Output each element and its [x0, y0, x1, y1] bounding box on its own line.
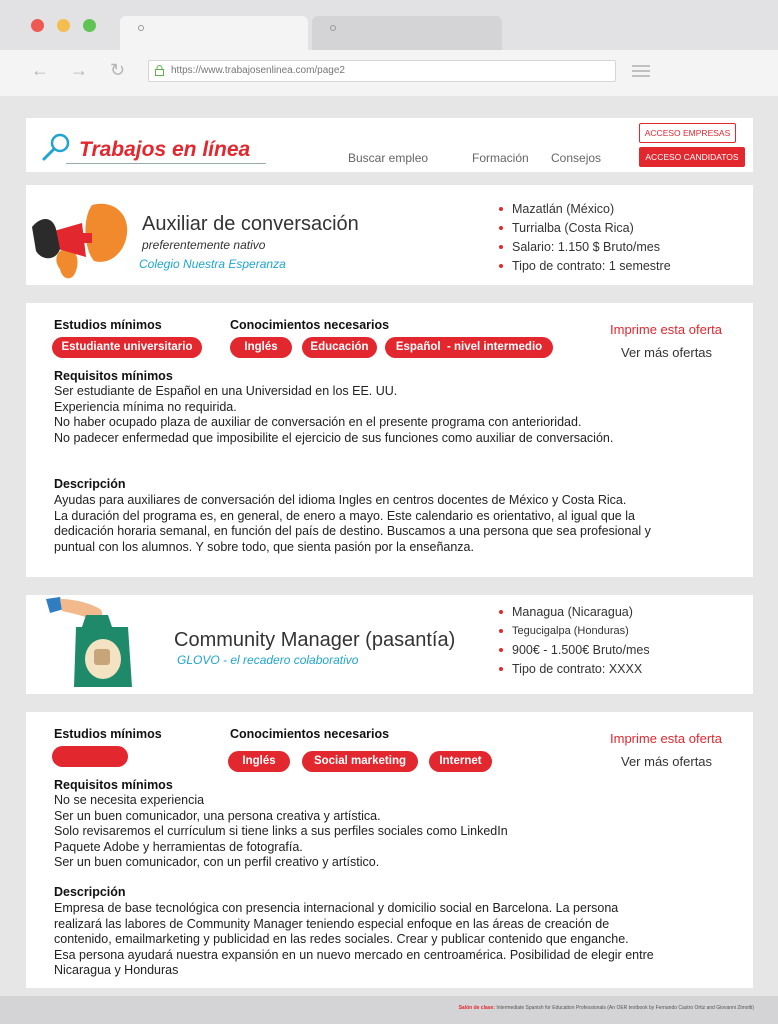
fact-contract: Tipo de contrato: 1 semestre	[498, 257, 671, 276]
job-subtitle: preferentemente nativo	[142, 238, 266, 252]
company-link[interactable]: GLOVO - el recadero colaborativo	[177, 653, 359, 667]
print-offer-link[interactable]: Imprime esta oferta	[610, 322, 722, 337]
favicon-icon	[330, 25, 336, 31]
print-offer-link[interactable]: Imprime esta oferta	[610, 731, 722, 746]
page-footer	[0, 996, 778, 1024]
estudios-tag-empty[interactable]	[52, 746, 128, 767]
footer-brand: Salón de clase:	[458, 1005, 495, 1011]
acceso-empresas-button[interactable]: ACCESO EMPRESAS	[639, 123, 736, 143]
requisito-line: Experiencia mínima no requirida.	[54, 399, 237, 414]
reload-icon[interactable]: ↻	[110, 60, 126, 80]
estudios-label: Estudios mínimos	[54, 318, 162, 332]
requisitos-text	[54, 793, 508, 871]
requisito-line: No se necesita experiencia	[54, 793, 205, 807]
tag-ingles[interactable]: Inglés	[228, 751, 290, 772]
company-link[interactable]: Colegio Nuestra Esperanza	[139, 257, 286, 271]
descripcion-line: puntual con los alumnos. Y sobre todo, que sienta pasión por la enseñanza.	[54, 539, 474, 554]
more-offers-link[interactable]: Ver más ofertas	[621, 754, 713, 769]
favicon-icon	[138, 25, 144, 31]
tab-active[interactable]	[120, 16, 308, 50]
lock-icon	[155, 65, 164, 76]
estudios-label: Estudios mínimos	[54, 727, 162, 741]
descripcion-line: realizará las labores de Community Manager teniendo especial enfoque en las áreas de creación de	[54, 916, 610, 931]
descripcion-line: Esa persona ayudará nuestra expansión en un nuevo mercado en centroamérica. Posibilidad de elegir entre	[54, 947, 654, 962]
estudios-tag[interactable]: Estudiante universitario	[52, 337, 202, 358]
tag-social-marketing[interactable]: Social marketing	[302, 751, 418, 772]
fact-salary: 900€ - 1.500€ Bruto/mes	[498, 641, 650, 660]
job-facts-list	[498, 603, 650, 679]
nav-buscar-empleo[interactable]: Buscar empleo	[348, 151, 429, 165]
requisitos-text	[54, 384, 613, 446]
job-title[interactable]: Community Manager (pasantía)	[174, 629, 456, 651]
magnifier-logo-icon	[40, 131, 74, 165]
conocimientos-label: Conocimientos necesarios	[230, 318, 390, 332]
requisitos-label: Requisitos mínimos	[54, 778, 173, 792]
job-detail-2	[26, 712, 753, 988]
descripcion-text	[54, 493, 651, 555]
fact-location-1: Mazatlán (México)	[498, 200, 671, 219]
site-logo[interactable]: Trabajos en línea	[79, 138, 251, 161]
zoom-window-button[interactable]	[83, 19, 96, 32]
descripcion-text	[54, 901, 654, 979]
descripcion-line: Ayudas para auxiliares de conversación del idioma Ingles en centros docentes de México y Costa Rica.	[54, 493, 627, 507]
megaphone-illustration-icon	[30, 199, 130, 283]
footer-text: Intermediate Spanish for Education Professionals (An OER textbook by Fernando Castro Ortiz and Giovanni Zimotti)	[496, 1005, 754, 1011]
url-text: https://www.trabajosenlinea.com/page2	[171, 65, 345, 76]
more-offers-link[interactable]: Ver más ofertas	[621, 345, 713, 360]
acceso-candidatos-button[interactable]: ACCESO CANDIDATOS	[639, 147, 745, 167]
job-summary-1[interactable]	[26, 185, 753, 285]
fact-location-2: Tegucigalpa (Honduras)	[498, 622, 650, 641]
footer-credit	[459, 1005, 754, 1011]
fact-salary: Salario: 1.150 $ Bruto/mes	[498, 238, 671, 257]
fact-location-1: Managua (Nicaragua)	[498, 603, 650, 622]
minimize-window-button[interactable]	[57, 19, 70, 32]
descripcion-label: Descripción	[54, 885, 126, 899]
site-header	[26, 118, 753, 172]
address-bar[interactable]	[148, 60, 616, 82]
browser-toolbar	[0, 50, 778, 96]
requisito-line: Paquete Adobe y herramientas de fotografía.	[54, 839, 303, 854]
descripcion-line: Nicaragua y Honduras	[54, 963, 179, 977]
job-facts-list	[498, 200, 671, 276]
tag-espanol[interactable]: Español - nivel intermedio	[385, 337, 553, 358]
requisito-line: No haber ocupado plaza de auxiliar de conversación en el presente programa con anterioridad.	[54, 415, 582, 429]
tag-internet[interactable]: Internet	[429, 751, 492, 772]
requisito-line: Ser un buen comunicador, una persona creativa y artística.	[54, 808, 381, 823]
requisitos-label: Requisitos mínimos	[54, 369, 173, 383]
nav-formacion[interactable]: Formación	[472, 151, 529, 165]
descripcion-line: Empresa de base tecnológica con presencia internacional y domicilio social en Barcelona. La persona	[54, 901, 619, 915]
conocimientos-label: Conocimientos necesarios	[230, 727, 390, 741]
close-window-button[interactable]	[31, 19, 44, 32]
descripcion-line: La duración del programa es, en general, de enero a mayo. Este calendario es orientativo, al igual que la	[54, 508, 635, 523]
descripcion-label: Descripción	[54, 477, 126, 491]
delivery-bag-illustration-icon	[46, 597, 136, 689]
fact-location-2: Turrialba (Costa Rica)	[498, 219, 671, 238]
job-detail-1	[26, 303, 753, 577]
logo-underline	[66, 163, 266, 164]
fact-contract: Tipo de contrato: XXXX	[498, 660, 650, 679]
requisito-line: Solo revisaremos el currículum si tiene links a sus perfiles sociales como LinkedIn	[54, 824, 508, 838]
requisito-line: Ser estudiante de Español en una Universidad en los EE. UU.	[54, 384, 398, 398]
hamburger-menu-icon[interactable]	[632, 65, 650, 80]
tag-ingles[interactable]: Inglés	[230, 337, 292, 358]
descripcion-line: dedicación horaria semanal, en función del país de destino. Buscamos a una persona que sea profesional y	[54, 524, 651, 538]
forward-arrow-icon[interactable]: →	[70, 60, 88, 80]
requisito-line: Ser un buen comunicador, con un perfil creativo y artístico.	[54, 855, 380, 869]
tab-inactive[interactable]	[312, 16, 502, 50]
tag-educacion[interactable]: Educación	[302, 337, 377, 358]
browser-chrome	[0, 0, 778, 96]
descripcion-line: contenido, emailmarketing y publicidad en las redes sociales. Crear y publicar contenido que enganche.	[54, 932, 629, 946]
job-title[interactable]: Auxiliar de conversación	[142, 213, 359, 235]
back-arrow-icon[interactable]: ←	[31, 60, 49, 80]
requisito-line: No padecer enfermedad que imposibilite el ejercicio de sus funciones como auxiliar de conversación.	[54, 430, 614, 445]
job-summary-2[interactable]	[26, 595, 753, 694]
nav-consejos[interactable]: Consejos	[551, 151, 602, 165]
